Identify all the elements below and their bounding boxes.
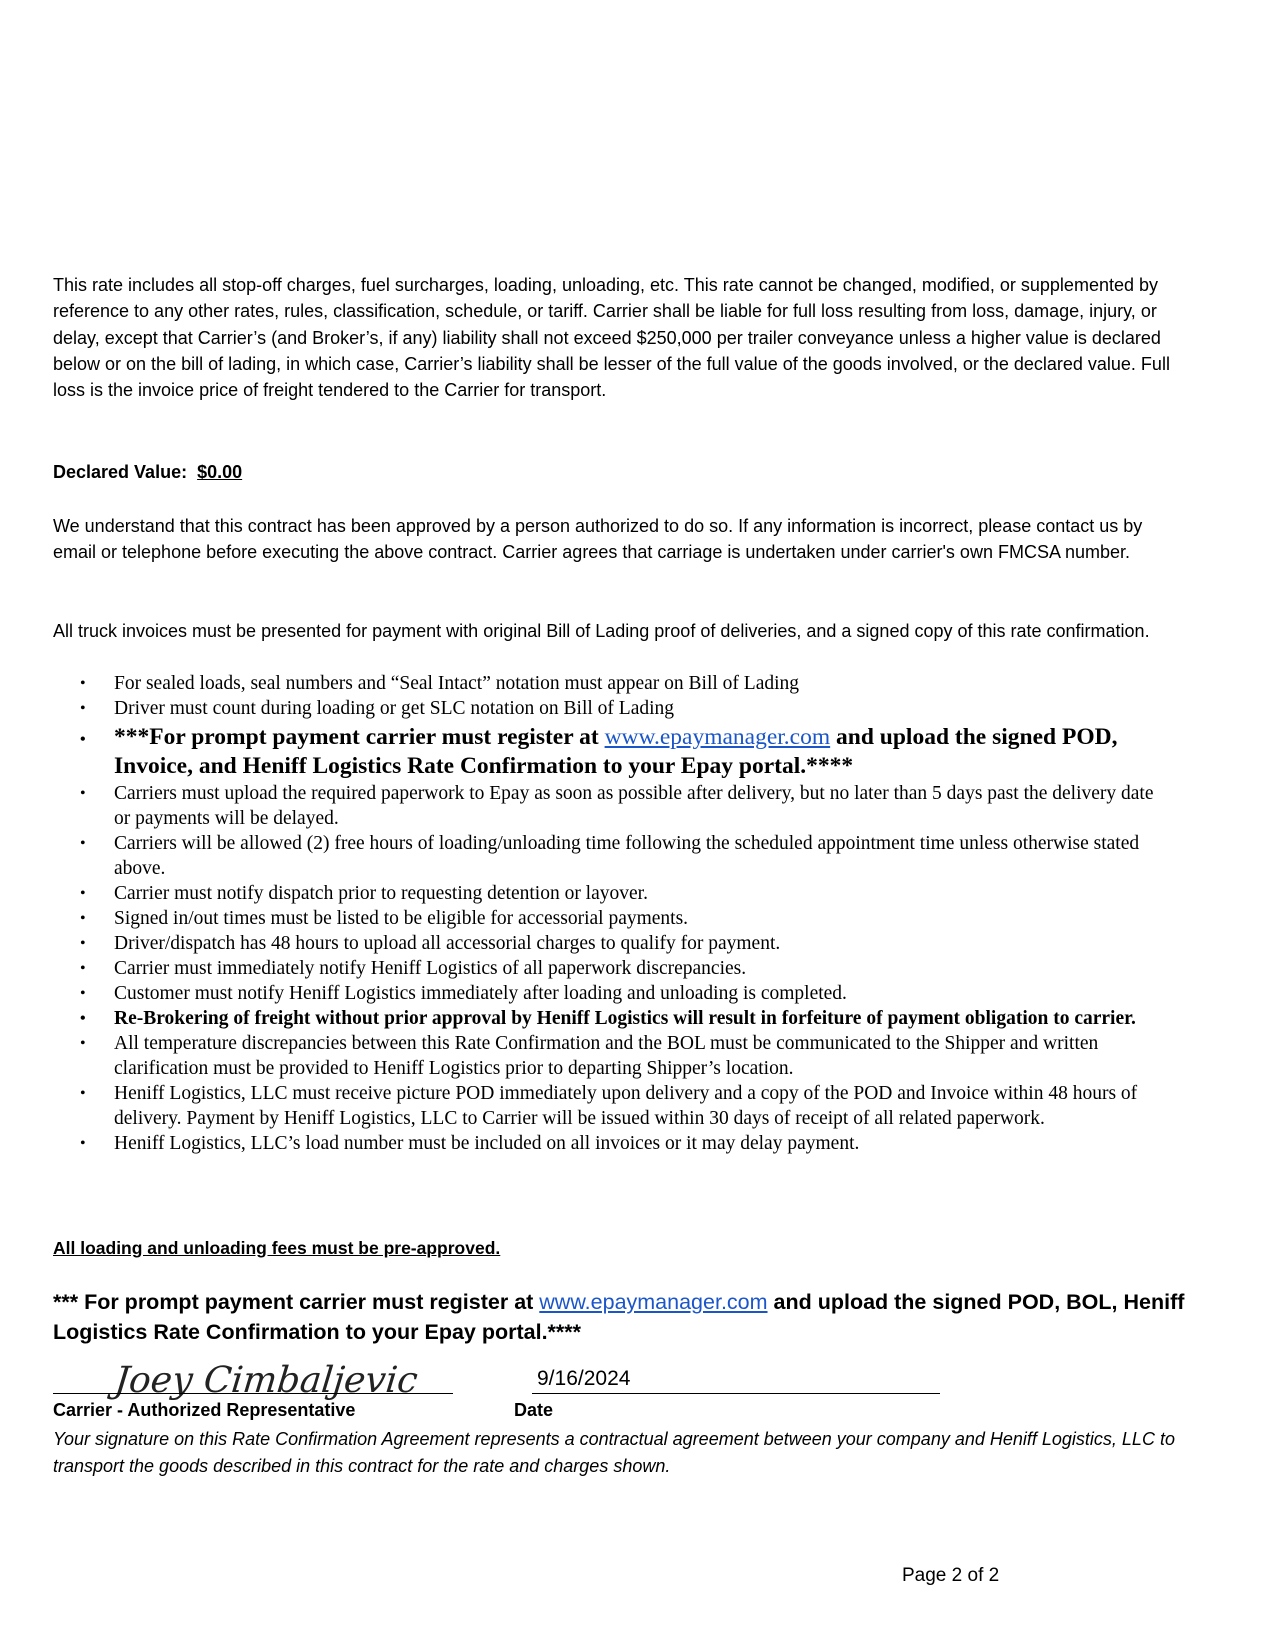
bullet-icon: • — [80, 910, 86, 927]
term-accessorial-48h — [53, 931, 1173, 956]
signature-line — [53, 1393, 453, 1394]
term-text: Heniff Logistics, LLC must receive picture POD immediately upon delivery and a copy of the POD and Invoice within 48 hours of delivery. Payment by Heniff Logistics, LLC to Carrier will be issued within 30 days of receipt of all related paperwork. — [114, 1083, 1138, 1129]
term-text: Signed in/out times must be listed to be eligible for accessorial payments. — [114, 908, 689, 929]
page-number: Page 2 of 2 — [902, 1565, 1000, 1586]
bullet-icon: • — [80, 935, 86, 952]
date-label: Date — [514, 1400, 554, 1420]
term-upload-paperwork — [53, 781, 1173, 831]
term-temperature — [53, 1031, 1173, 1081]
term-text: Re-Brokering of freight without prior approval by Heniff Logistics will result in forfeiture of payment obligation to carrier. — [114, 1008, 1136, 1029]
bullet-icon: • — [80, 1135, 86, 1152]
bullet-icon: • — [80, 785, 86, 802]
bullet-icon: • — [80, 1010, 86, 1027]
agreement-statement: Your signature on this Rate Confirmation Agreement represents a contractual agreement between your company and Heniff Logistics, LLC to transport the goods described in this contract for the rate and charges shown. — [53, 1429, 1175, 1476]
term-text: Heniff Logistics, LLC’s load number must be included on all invoices or it may delay payment. — [114, 1133, 860, 1154]
term-text: Carrier must notify dispatch prior to requesting detention or layover. — [114, 883, 648, 904]
term-picture-pod — [53, 1081, 1173, 1131]
term-text: For sealed loads, seal numbers and “Seal Intact” notation must appear on Bill of Lading — [114, 673, 800, 694]
term-prompt-payment — [53, 723, 1173, 781]
bullet-icon: • — [80, 985, 86, 1002]
bullet-icon: • — [80, 835, 86, 852]
bullet-icon: • — [80, 675, 86, 692]
bullet-icon: • — [80, 731, 86, 748]
bullet-icon: • — [80, 1035, 86, 1052]
term-text: All temperature discrepancies between this Rate Confirmation and the BOL must be communicated to the Shipper and written clarification must be provided to Heniff Logistics prior to departing Shipper’s location. — [114, 1033, 1099, 1079]
term-notify-dispatch — [53, 881, 1173, 906]
authorization-paragraph: We understand that this contract has been approved by a person authorized to do so. If any information is incorrect, please contact us by email or telephone before executing the above contract. Carrier agrees that carriage is undertaken under carrier's own FMCSA number. — [53, 516, 1143, 563]
epaymanager-link[interactable]: www.epaymanager.com — [604, 724, 831, 750]
date-line — [532, 1393, 940, 1394]
term-text-after: and upload the signed POD, Invoice, and Heniff Logistics Rate Confirmation to your Epay portal.**** — [114, 724, 1118, 779]
term-load-number — [53, 1131, 1173, 1156]
term-text: Carriers will be allowed (2) free hours of loading/unloading time following the scheduled appointment time unless otherwise stated above. — [114, 833, 1140, 879]
epaymanager-link[interactable]: www.epaymanager.com — [539, 1290, 768, 1314]
bullet-icon: • — [80, 885, 86, 902]
term-text: Driver must count during loading or get SLC notation on Bill of Lading — [114, 698, 675, 719]
term-text: Driver/dispatch has 48 hours to upload all accessorial charges to qualify for payment. — [114, 933, 781, 954]
term-signed-times — [53, 906, 1173, 931]
prompt-payment-notice — [53, 1287, 1203, 1347]
signature-text: Joey Cimbaljevic — [112, 1359, 420, 1401]
term-re-brokering — [53, 1006, 1173, 1031]
invoices-paragraph: All truck invoices must be presented for payment with original Bill of Lading proof of deliveries, and a signed copy of this rate confirmation. — [53, 621, 1150, 641]
bullet-icon: • — [80, 1085, 86, 1102]
liability-paragraph: This rate includes all stop-off charges, fuel surcharges, loading, unloading, etc. This rate cannot be changed, modified, or supplemented by reference to any other rates, rules, classification, schedule, or tariff. Carrier shall be liable for full loss resulting from loss, damage, injury, or delay, except that Carrier’s (and Broker’s, if any) liability shall not exceed $250,000 per trailer conveyance unless a higher value is declared below or on the bill of lading, in which case, Carrier’s liability shall be lesser of the full value of the goods involved, or the declared value. Full loss is the invoice price of freight tendered to the Carrier for transport. — [53, 275, 1170, 401]
term-text: Carrier must immediately notify Heniff Logistics of all paperwork discrepancies. — [114, 958, 747, 979]
bullet-icon: • — [80, 700, 86, 717]
term-text-before: ***For prompt payment carrier must register at — [114, 724, 605, 750]
term-customer-notify — [53, 981, 1173, 1006]
signature-date: 9/16/2024 — [537, 1367, 631, 1390]
term-sealed-loads — [53, 671, 1173, 696]
prompt-text-after: and upload the signed POD, BOL, Heniff Logistics Rate Confirmation to your Epay portal.**** — [53, 1290, 1185, 1344]
term-text: Customer must notify Heniff Logistics immediately after loading and unloading is completed. — [114, 983, 847, 1004]
bullet-icon: • — [80, 960, 86, 977]
term-text: Carriers must upload the required paperwork to Epay as soon as possible after delivery, but no later than 5 days past the delivery date or payments will be delayed. — [114, 783, 1154, 829]
fees-notice: All loading and unloading fees must be pre-approved. — [53, 1238, 501, 1258]
prompt-text-before: *** For prompt payment carrier must register at — [53, 1290, 540, 1314]
term-free-hours — [53, 831, 1173, 881]
declared-value-amount: $0.00 — [197, 462, 243, 482]
declared-value-label: Declared Value: — [53, 462, 188, 482]
carrier-representative-label: Carrier - Authorized Representative — [53, 1400, 356, 1420]
terms-list — [53, 671, 1173, 1156]
declared-value — [53, 462, 242, 483]
term-paperwork-discrepancies — [53, 956, 1173, 981]
term-driver-count — [53, 696, 1173, 721]
